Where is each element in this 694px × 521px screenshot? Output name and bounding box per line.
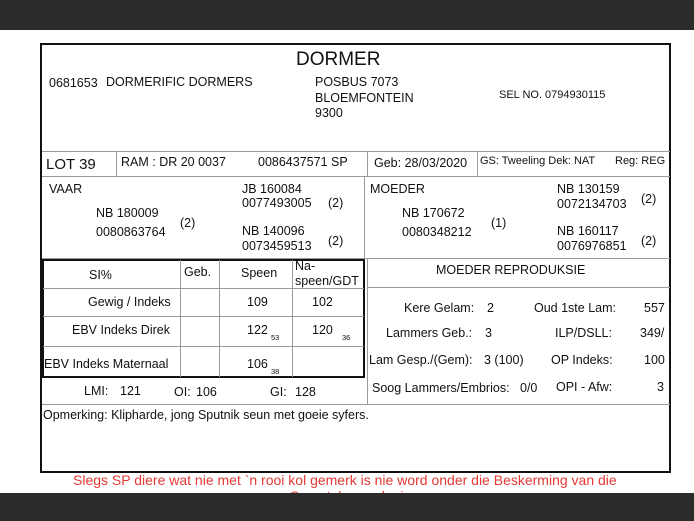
- divider-lot-3: [477, 151, 478, 176]
- ram-id: RAM : DR 20 0037: [121, 155, 226, 169]
- vaar-nb2-number: 0073459513: [242, 239, 312, 253]
- gs-info: GS: Tweeling Dek: NAT: [480, 155, 596, 167]
- divider-remark: [42, 404, 670, 405]
- row-maternaal-speen: 106: [247, 357, 268, 371]
- reg-info: Reg: REG: [615, 155, 666, 167]
- moeder-nb2: NB 160117: [557, 224, 619, 238]
- row-maternaal-label: EBV Indeks Maternaal: [44, 357, 169, 371]
- kere-label: Kere Gelam:: [404, 301, 475, 315]
- birth-date: Geb: 28/03/2020: [374, 156, 468, 170]
- row-gewig-naspeen: 102: [312, 295, 333, 309]
- vaar-number: 0080863764: [96, 225, 166, 239]
- top-bar: [0, 0, 694, 30]
- moeder-nb2-number: 0076976851: [557, 239, 627, 253]
- soog-value: 0/0: [520, 381, 538, 395]
- lmi-value: 121: [120, 384, 141, 398]
- speen-header: Speen: [241, 266, 278, 280]
- si-col-2: [219, 260, 220, 377]
- moeder-nb2-count: (2): [641, 234, 657, 248]
- vaar-nb: NB 180009: [96, 206, 159, 220]
- oi-value: 106: [196, 385, 217, 399]
- bottom-bar: [0, 493, 694, 521]
- opi-label: OPI - Afw:: [556, 380, 613, 394]
- si-row-1: [43, 288, 364, 289]
- si-header: SI%: [89, 268, 112, 282]
- divider-repro-title: [367, 287, 670, 288]
- moeder-number: 0080348212: [402, 225, 472, 239]
- vaar-nb2: NB 140096: [242, 224, 305, 238]
- vaar-nb2-count: (2): [328, 234, 344, 248]
- vaar-count: (2): [180, 216, 196, 230]
- breed-title: DORMER: [296, 49, 381, 70]
- soog-label: Soog Lammers/Embrios:: [372, 381, 510, 395]
- si-row-2: [43, 316, 364, 317]
- kere-value: 2: [487, 301, 494, 315]
- oud-value: 557: [644, 301, 665, 315]
- lammers-label: Lammers Geb.:: [386, 326, 473, 340]
- address-line1: POSBUS 7073: [315, 75, 399, 89]
- vaar-label: VAAR: [49, 182, 83, 196]
- gi-label: GI:: [270, 385, 287, 399]
- si-table-top: [42, 259, 364, 261]
- lam-gesp-label: Lam Gesp./(Gem):: [369, 353, 473, 367]
- divider-repro: [367, 258, 368, 404]
- divider-lot-2: [367, 151, 368, 176]
- lmi-label: LMI:: [84, 384, 109, 398]
- si-col-3: [292, 260, 293, 377]
- naspeen-header-2: speen/GDT: [295, 274, 359, 288]
- vaar-jb-count: (2): [328, 196, 344, 210]
- naspeen-header-1: Na-: [295, 259, 316, 273]
- ilp-label: ILP/DSLL:: [555, 326, 612, 340]
- ilp-value: 349/: [640, 326, 665, 340]
- moeder-nb1-count: (2): [641, 192, 657, 206]
- row-direk-naspeen: 120: [312, 323, 333, 337]
- frame-top: [40, 43, 671, 45]
- divider-pedigree: [364, 176, 365, 258]
- si-row-3: [43, 346, 364, 347]
- oud-label: Oud 1ste Lam:: [534, 301, 616, 315]
- row-maternaal-speen-sub: 38: [271, 367, 280, 376]
- breeder-code: 0681653: [49, 76, 98, 90]
- repro-title: MOEDER REPRODUKSIE: [436, 263, 586, 277]
- lammers-value: 3: [485, 326, 492, 340]
- moeder-label: MOEDER: [370, 182, 425, 196]
- oi-label: OI:: [174, 385, 191, 399]
- divider-lot-1: [116, 151, 117, 176]
- moeder-nb: NB 170672: [402, 206, 465, 220]
- si-table-bottom: [42, 376, 364, 378]
- op-value: 100: [644, 353, 665, 367]
- moeder-nb1-number: 0072134703: [557, 197, 627, 211]
- moeder-nb1: NB 130159: [557, 182, 620, 196]
- row-gewig-label: Gewig / Indeks: [88, 295, 171, 309]
- vaar-jb: JB 160084: [242, 182, 302, 196]
- row-direk-label: EBV Indeks Direk: [72, 323, 170, 337]
- address-line3: 9300: [315, 106, 343, 120]
- row-gewig-speen: 109: [247, 295, 268, 309]
- divider-lot-top: [42, 151, 670, 152]
- remark: Opmerking: Klipharde, jong Sputnik seun met goeie syfers.: [43, 408, 369, 422]
- divider-lot-bottom: [42, 176, 670, 177]
- breeder-name: DORMERIFIC DORMERS: [106, 75, 253, 89]
- op-label: OP Indeks:: [551, 353, 613, 367]
- lam-gesp-value: 3 (100): [484, 353, 524, 367]
- sel-no: SEL NO. 0794930115: [499, 89, 606, 101]
- gi-value: 128: [295, 385, 316, 399]
- row-direk-speen: 122: [247, 323, 268, 337]
- opi-value: 3: [657, 380, 664, 394]
- si-table-right: [363, 259, 365, 378]
- address-line2: BLOEMFONTEIN: [315, 91, 414, 105]
- geb-header: Geb.: [184, 265, 212, 279]
- row-direk-naspeen-sub: 36: [342, 333, 351, 342]
- vaar-jb-number: 0077493005: [242, 196, 312, 210]
- row-direk-speen-sub: 53: [271, 333, 280, 342]
- lot-number: LOT 39: [46, 156, 96, 173]
- moeder-count: (1): [491, 216, 507, 230]
- footer-notice-line1: Slegs SP diere wat nie met `n rooi kol gemerk is nie word onder die Beskerming van die: [73, 472, 617, 488]
- si-col-1: [180, 260, 181, 377]
- animal-number: 0086437571 SP: [258, 155, 348, 169]
